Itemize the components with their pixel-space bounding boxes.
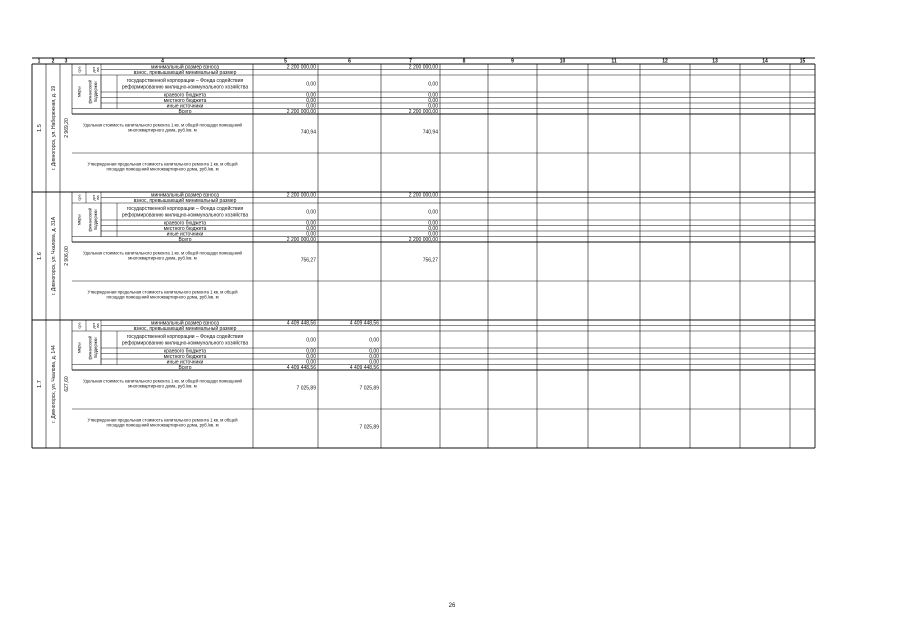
row-label: площади помещений многоквартирного дома, руб./кв. м: [106, 166, 219, 172]
row-label-min_contribution: минимальный размер взноса: [151, 64, 219, 71]
value-col-5: 740,94: [300, 129, 316, 136]
value-col-7: 0,00: [428, 98, 438, 105]
row-label-total: Всего: [178, 109, 192, 116]
column-number-2: 2: [51, 58, 55, 65]
value-col-5: 756,27: [300, 257, 316, 264]
column-number-3: 3: [64, 58, 68, 65]
value-col-7: 0,00: [428, 81, 438, 88]
row-label-other: иные источники: [166, 231, 204, 238]
row-label-regional: краевого бюджета: [163, 220, 207, 227]
column-number-8: 8: [462, 58, 466, 65]
row-label-total: Всего: [178, 365, 192, 372]
row-label: Утвержденная предельная стоимость капитального ремонта 1 кв. м общей: [87, 161, 238, 167]
value-col-7: 0,00: [428, 92, 438, 99]
group-label-owners: сре: [76, 66, 82, 73]
row-label: реформированию жилищно-коммунального хозяйства: [121, 212, 249, 219]
row-label-min_contribution: минимальный размер взноса: [151, 320, 219, 327]
value-col-7: 2 200 000,00: [408, 237, 438, 244]
value-col-6: 7 025,89: [359, 424, 379, 431]
value-col-5: 4 409 448,56: [286, 320, 316, 327]
value-col-5: 2 200 000,00: [286, 192, 316, 199]
row-label: Утвержденная предельная стоимость капитального ремонта 1 кв. м общей: [87, 289, 238, 295]
group-label-owners: дст: [91, 322, 96, 329]
row-label: Удельная стоимость капитального ремонта 1 кв. м общей площади помещений: [83, 250, 242, 256]
group-label-support: поддержки: [93, 81, 98, 103]
value-col-5: 0,00: [306, 209, 316, 216]
value-col-6: 0,00: [369, 348, 379, 355]
value-col-7: 2 200 000,00: [408, 109, 438, 116]
group-label-owners: сре: [76, 194, 82, 201]
row-label: многоквартирного дома, руб./кв. м: [128, 255, 197, 261]
value-col-7: 740,94: [422, 129, 438, 136]
house-address: г. Дивногорск, ул. Набережная, д. 19: [51, 85, 57, 171]
row-label-regional: краевого бюджета: [163, 92, 207, 99]
group-label-owners: ва: [95, 67, 100, 72]
row-label: Утвержденная предельная стоимость капитального ремонта 1 кв. м общей: [87, 417, 238, 423]
group-label-support: финансовой: [87, 207, 93, 232]
column-number-6: 6: [348, 58, 351, 65]
column-number-12: 12: [662, 58, 668, 65]
group-label-support: меры: [76, 86, 82, 98]
row-label-regional: краевого бюджета: [163, 348, 207, 355]
group-label-owners: сре: [76, 322, 82, 329]
group-label-support: поддержки: [93, 209, 98, 231]
row-label: реформированию жилищно-коммунального хозяйства: [121, 84, 249, 91]
house-area: 627,60: [64, 376, 70, 392]
row-label-other: иные источники: [166, 359, 204, 366]
row-label: государственной корпорации – Фонда содействия: [126, 334, 244, 341]
value-col-5: 0,00: [306, 103, 316, 110]
value-col-7: 0,00: [428, 103, 438, 110]
group-label-owners: дст: [91, 66, 96, 73]
value-col-5: 0,00: [306, 231, 316, 238]
house-address: г. Дивногорск, ул. Чкалова, д. 31А: [51, 216, 57, 296]
group-label-support: поддержки: [93, 337, 98, 359]
column-number-4: 4: [161, 58, 164, 65]
row-label-local: местного бюджета: [163, 98, 207, 105]
row-label-min_contribution: минимальный размер взноса: [151, 192, 219, 199]
house-area: 2 969,20: [64, 118, 70, 138]
page-number: 26: [448, 603, 456, 609]
row-label: Удельная стоимость капитального ремонта 1 кв. м общей площади помещений: [83, 122, 242, 128]
row-label-local: местного бюджета: [163, 226, 207, 233]
value-col-7: 2 200 000,00: [408, 64, 438, 71]
value-col-7: 0,00: [428, 226, 438, 233]
house-address: г. Дивногорск, ул. Чкалова, д. 144: [51, 345, 57, 423]
value-col-5: 2 200 000,00: [286, 64, 316, 71]
column-number-5: 5: [284, 58, 287, 65]
column-number-15: 15: [799, 58, 806, 65]
value-col-5: 7 025,89: [296, 385, 316, 392]
group-label-support: финансовой: [87, 335, 93, 360]
block-number: 1.5: [37, 124, 43, 132]
value-col-7: 0,00: [428, 209, 438, 216]
row-label: Удельная стоимость капитального ремонта 1 кв. м общей площади помещений: [83, 378, 242, 384]
value-col-5: 0,00: [306, 98, 316, 105]
row-label: государственной корпорации – Фонда содействия: [126, 78, 244, 85]
column-number-11: 11: [611, 58, 617, 65]
value-col-5: 0,00: [306, 92, 316, 99]
column-number-10: 10: [559, 58, 566, 65]
group-label-owners: дст: [91, 194, 96, 201]
value-col-6: 0,00: [369, 359, 379, 366]
row-label-over_min: взнос, превышающий минимальный размер: [133, 326, 237, 333]
value-col-7: 0,00: [428, 231, 438, 238]
value-col-5: 0,00: [306, 81, 316, 88]
value-col-5: 0,00: [306, 337, 316, 344]
value-col-7: 0,00: [428, 220, 438, 227]
column-number-14: 14: [762, 58, 768, 65]
row-label: реформированию жилищно-коммунального хозяйства: [121, 340, 249, 347]
group-label-owners: ва: [95, 195, 100, 200]
column-number-9: 9: [511, 58, 514, 65]
row-label-other: иные источники: [166, 103, 204, 110]
column-number-7: 7: [409, 58, 412, 65]
value-col-6: 7 025,89: [359, 385, 379, 392]
group-label-support: финансовой: [87, 79, 93, 104]
value-col-5: 2 200 000,00: [286, 109, 316, 116]
value-col-5: 0,00: [306, 220, 316, 227]
block-number: 1.6: [37, 252, 43, 260]
value-col-6: 4 409 448,56: [349, 365, 379, 372]
column-number-13: 13: [712, 58, 718, 65]
row-label-over_min: взнос, превышающий минимальный размер: [133, 70, 237, 77]
row-label: государственной корпорации – Фонда содействия: [126, 206, 244, 213]
house-area: 2 906,00: [64, 246, 70, 266]
row-label: площади помещений многоквартирного дома, руб./кв. м: [106, 294, 219, 300]
group-label-owners: ва: [95, 323, 100, 328]
value-col-5: 0,00: [306, 226, 316, 233]
value-col-5: 0,00: [306, 359, 316, 366]
row-label: многоквартирного дома, руб./кв. м: [128, 127, 197, 133]
value-col-5: 2 200 000,00: [286, 237, 316, 244]
value-col-6: 0,00: [369, 337, 379, 344]
group-label-support: меры: [76, 214, 82, 226]
value-col-7: 2 200 000,00: [408, 192, 438, 199]
value-col-5: 4 409 448,56: [286, 365, 316, 372]
value-col-6: 4 409 448,56: [349, 320, 379, 327]
value-col-5: 0,00: [306, 354, 316, 361]
value-col-6: 0,00: [369, 354, 379, 361]
value-col-5: 0,00: [306, 348, 316, 355]
row-label: площади помещений многоквартирного дома, руб./кв. м: [106, 422, 219, 428]
row-label-over_min: взнос, превышающий минимальный размер: [133, 198, 237, 205]
row-label: многоквартирного дома, руб./кв. м: [128, 383, 197, 389]
group-label-support: меры: [76, 342, 82, 354]
row-label-local: местного бюджета: [163, 354, 207, 361]
row-label-total: Всего: [178, 237, 192, 244]
column-number-1: 1: [37, 58, 41, 65]
block-number: 1.7: [37, 380, 43, 388]
value-col-7: 756,27: [422, 257, 438, 264]
